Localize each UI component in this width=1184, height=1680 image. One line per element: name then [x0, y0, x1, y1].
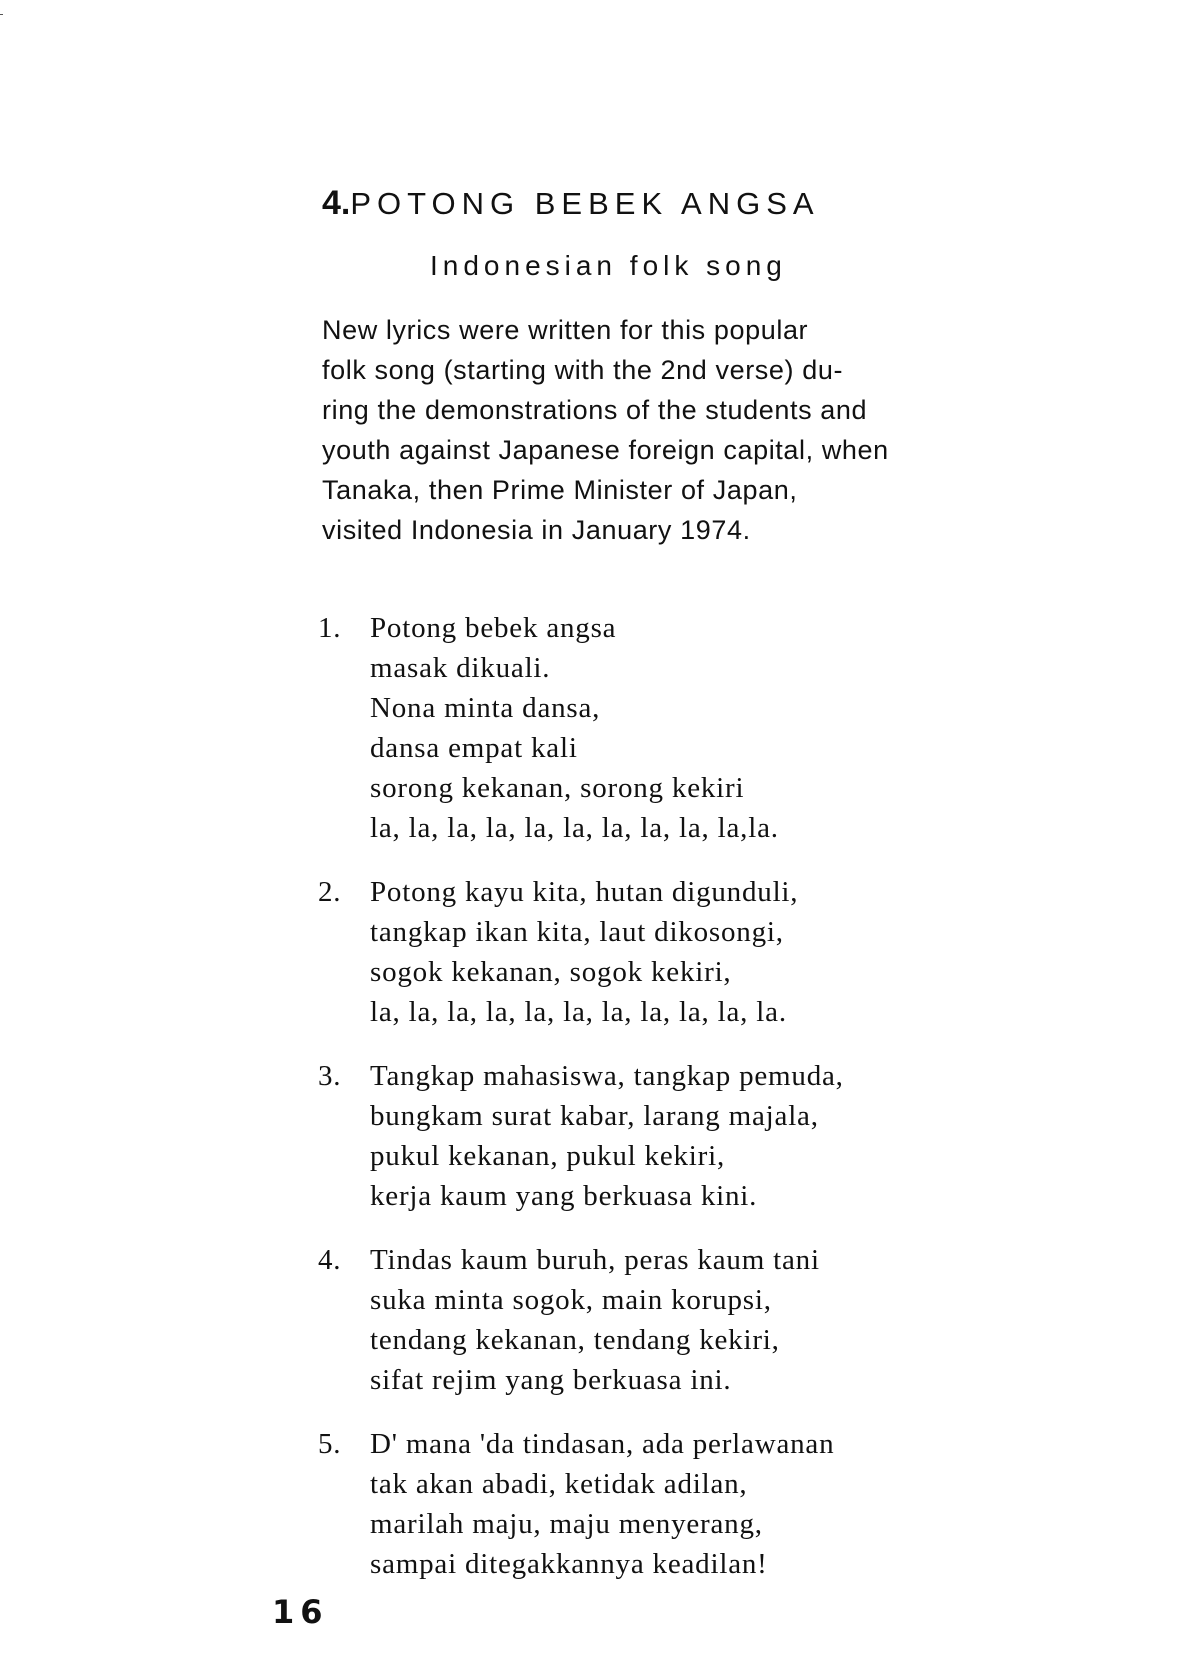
verse-number: 5. — [318, 1428, 342, 1460]
verse-line: D' mana 'da tindasan, ada perlawanan — [370, 1428, 835, 1460]
verse-line: la, la, la, la, la, la, la, la, la, la,la. — [370, 812, 779, 844]
song-subtitle: Indonesian folk song — [430, 250, 787, 281]
verse-line: Tindas kaum buruh, peras kaum tani — [370, 1244, 820, 1276]
intro-line: folk song (starting with the 2nd verse) du- — [322, 355, 844, 385]
verse-line: Potong kayu kita, hutan digunduli, — [370, 876, 799, 908]
verse-line: sogok kekanan, sogok kekiri, — [370, 956, 732, 988]
verse-4 — [318, 1240, 1138, 1400]
verse-line: bungkam surat kabar, larang majala, — [370, 1100, 819, 1132]
verse-line: tak akan abadi, ketidak adilan, — [370, 1468, 748, 1500]
verse-line: Tangkap mahasiswa, tangkap pemuda, — [370, 1060, 844, 1092]
verse-number: 4. — [318, 1244, 342, 1276]
verse-line: masak dikuali. — [370, 652, 551, 684]
verse-line: pukul kekanan, pukul kekiri, — [370, 1140, 726, 1172]
intro-line: ring the demonstrations of the students and — [322, 395, 868, 425]
intro-line: youth against Japanese foreign capital, when — [322, 435, 889, 465]
verse-3 — [318, 1056, 1138, 1216]
verse-line: la, la, la, la, la, la, la, la, la, la, la. — [370, 996, 787, 1028]
intro-paragraph — [322, 310, 1122, 550]
verse-line: Potong bebek angsa — [370, 612, 617, 644]
song-title — [322, 186, 820, 220]
intro-line: New lyrics were written for this popular — [322, 315, 809, 345]
intro-line: Tanaka, then Prime Minister of Japan, — [322, 475, 798, 505]
verse-line: kerja kaum yang berkuasa kini. — [370, 1180, 758, 1212]
intro-line: visited Indonesia in January 1974. — [322, 515, 751, 545]
verse-line: marilah maju, maju menyerang, — [370, 1508, 763, 1540]
page-number: 16 — [272, 1593, 329, 1631]
verse-number: 1. — [318, 612, 342, 644]
verse-number: 2. — [318, 876, 342, 908]
verse-line: tangkap ikan kita, laut dikosongi, — [370, 916, 784, 948]
verse-number: 3. — [318, 1060, 342, 1092]
song-title-text: POTONG BEBEK ANGSA — [350, 186, 820, 221]
verse-line: sorong kekanan, sorong kekiri — [370, 772, 745, 804]
verse-2 — [318, 872, 1138, 1032]
verse-line: Nona minta dansa, — [370, 692, 601, 724]
verse-line: sampai ditegakkannya keadilan! — [370, 1548, 768, 1580]
verse-line: dansa empat kali — [370, 732, 578, 764]
verse-line: sifat rejim yang berkuasa ini. — [370, 1364, 732, 1396]
verse-line: tendang kekanan, tendang kekiri, — [370, 1324, 780, 1356]
verse-line: suka minta sogok, main korupsi, — [370, 1284, 772, 1316]
scan-mark — [0, 14, 3, 15]
verse-1 — [318, 608, 1138, 848]
song-number: 4. — [322, 184, 351, 222]
verse-5 — [318, 1424, 1138, 1584]
lyrics — [318, 608, 1138, 1608]
